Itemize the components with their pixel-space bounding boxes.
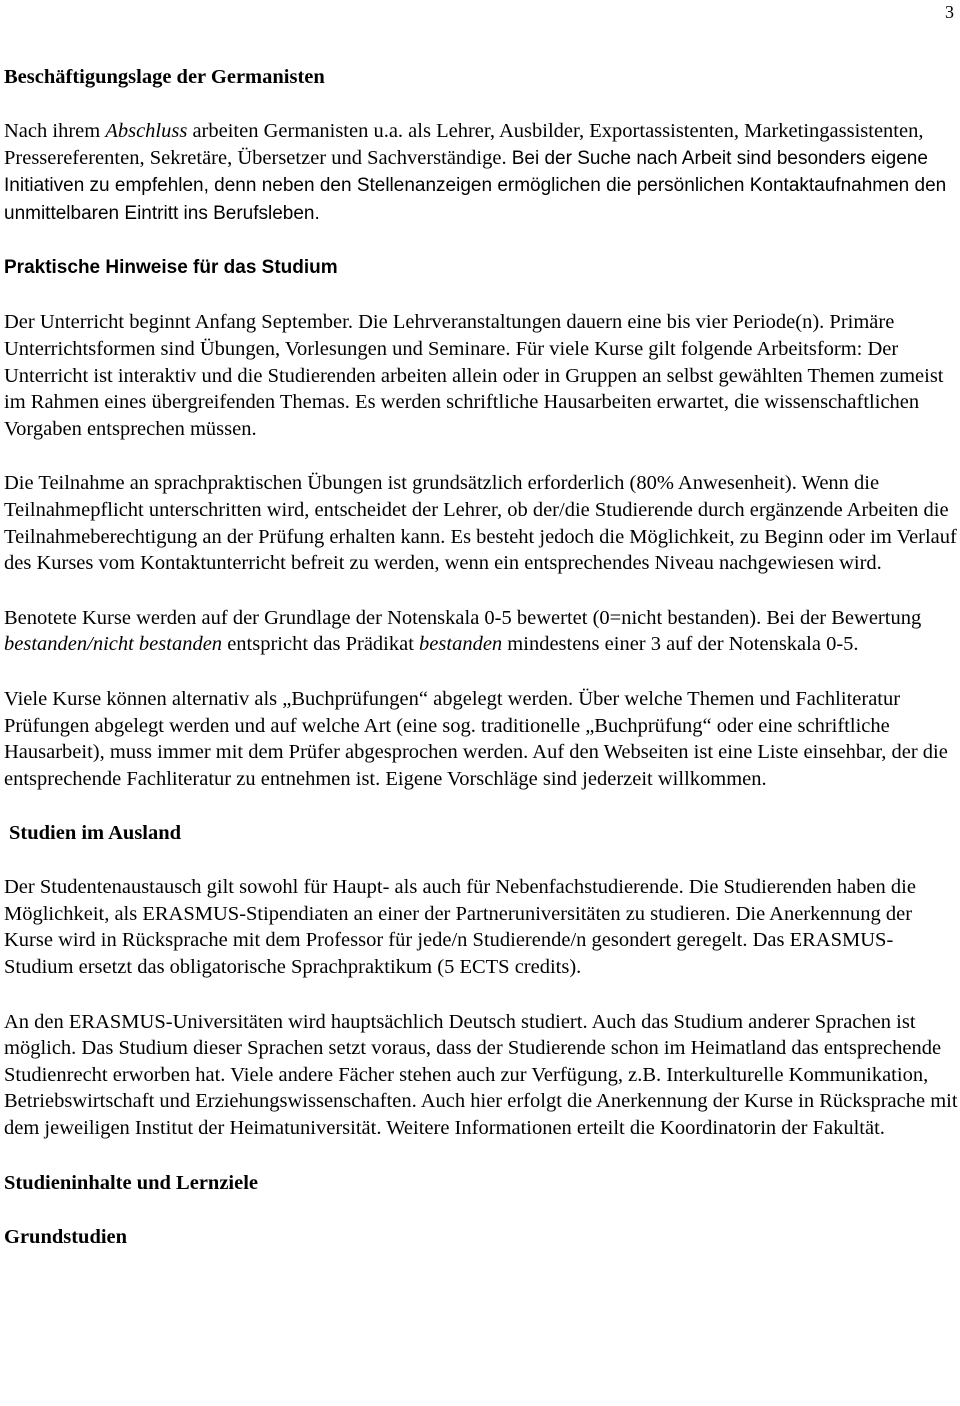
paragraph-studentenaustausch: Der Studentenaustausch gilt sowohl für Haupt- als auch für Nebenfachstudierende. Die Studierenden haben die Möglichkeit, als ERASMUS-Stipendiaten an einer der Partneruniversitäten zu studieren. Die Anerkennung der Kurse wird in Rücksprache mit dem Professor für jede/n Studierende/n gesondert geregelt. Das ERASMUS-Studium ersetzt das obligatorische Sprachpraktikum (5 ECTS credits). — [4, 876, 916, 979]
paragraph-beschaeftigung — [4, 118, 958, 227]
text-run-italic: bestanden/nicht bestanden — [4, 633, 223, 656]
heading-beschaeftigungslage: Beschäftigungslage der Germanisten — [4, 66, 325, 88]
text-run: entspricht das Prädikat — [222, 633, 420, 656]
paragraph-teilnahme: Die Teilnahme an sprachpraktischen Übungen ist grundsätzlich erforderlich (80% Anwesenheit). Wenn die Teilnahmepflicht unterschritten wird, entscheidet der Lehrer, ob der/die Studierende durch ergänzende Arbeiten die Teilnahmeberechtigung an der Prüfung erhalten kann. Es besteht jedoch die Möglichkeit, zu Beginn oder im Verlauf des Kurses vom Kontaktunterricht befreit zu werden, wenn ein entsprechendes Niveau nachgewiesen wird. — [4, 472, 957, 575]
heading-praktische-hinweise: Praktische Hinweise für das Studium — [4, 257, 338, 279]
text-run: Nach ihrem — [4, 120, 106, 142]
paragraph-unterricht — [4, 309, 958, 442]
text-run-sans: Bei der Suche nach Arbeit sind besonders eigene Initiativen zu empfehlen, denn neben den Stellenanzeigen ermöglichen die persönlichen Kontaktaufnahmen den unmittelbaren Eintritt ins Berufsleben. — [4, 147, 947, 224]
page-number: 3 — [945, 2, 954, 22]
paragraph-erasmus-universitaeten: An den ERASMUS-Universitäten wird hauptsächlich Deutsch studiert. Auch das Studium anderer Sprachen ist möglich. Das Studium dieser Sprachen setzt voraus, dass der Studierende schon im Heimatland das entsprechende Studienrecht erworben hat. Viele andere Fächer stehen auch zur Verfügung, z.B. Interkulturelle Kommunikation, Betriebswirtschaft und Erziehungswissenschaften. Auch hier erfolgt die Anerkennung der Kurse in Rücksprache mit dem jeweiligen Institut der Heimatuniversität. Weitere Informationen erteilt die Koordinatorin der Fakultät. — [4, 1010, 958, 1140]
heading-grundstudien: Grundstudien — [4, 1225, 128, 1248]
text-run-italic: Abschluss — [105, 120, 188, 142]
text-run-italic: bestanden — [419, 633, 503, 656]
heading-studien-ausland: Studien im Ausland — [9, 822, 182, 845]
paragraph-buchpruefungen: Viele Kurse können alternativ als „Buchprüfungen“ abgelegt werden. Über welche Themen und Fachliteratur Prüfungen abgelegt werden und auf welche Art (eine sog. traditionelle „Buchprüfung“ oder eine schriftliche Hausarbeit), muss immer mit dem Prüfer abgesprochen werden. Auf den Webseiten ist eine Liste einsehbar, der die entsprechende Fachliteratur zu entnehmen ist. Eigene Vorschläge sind jederzeit willkommen. — [4, 687, 948, 790]
text-run: Benotete Kurse werden auf der Grundlage der Notenskala 0-5 bewertet (0=nicht bestanden). Bei der Bewertung — [4, 606, 922, 629]
document-body — [4, 64, 958, 1250]
text-run: Der Unterricht beginnt Anfang September. Die Lehrveranstaltungen dauern eine bis vier Periode(n). Primäre Unterrichtsformen sind Übungen, Vorlesungen und Seminare. — [4, 311, 895, 360]
text-run: mindestens einer 3 auf der Notenskala 0-5. — [502, 633, 859, 656]
text-run: arbeiten Germanisten u.a. als Lehrer, Ausbilder, Exportassistenten, Marketingassistenten, Pressereferenten, Sekretäre, Übersetzer und Sachverständige. — [4, 120, 924, 169]
paragraph-benotung — [4, 605, 958, 658]
heading-studieninhalte: Studieninhalte und Lernziele — [4, 1171, 259, 1194]
text-run: Für viele Kurse gilt folgende Arbeitsform: Der Unterricht ist interaktiv und die Studierenden arbeiten allein oder in Gruppen an selbst gewählten Themen zumeist im Rahmen eines übergreifenden Themas. Es werden schriftliche Hausarbeiten erwartet, die wissenschaftlichen Vorgaben entsprechen müssen. — [4, 337, 944, 440]
